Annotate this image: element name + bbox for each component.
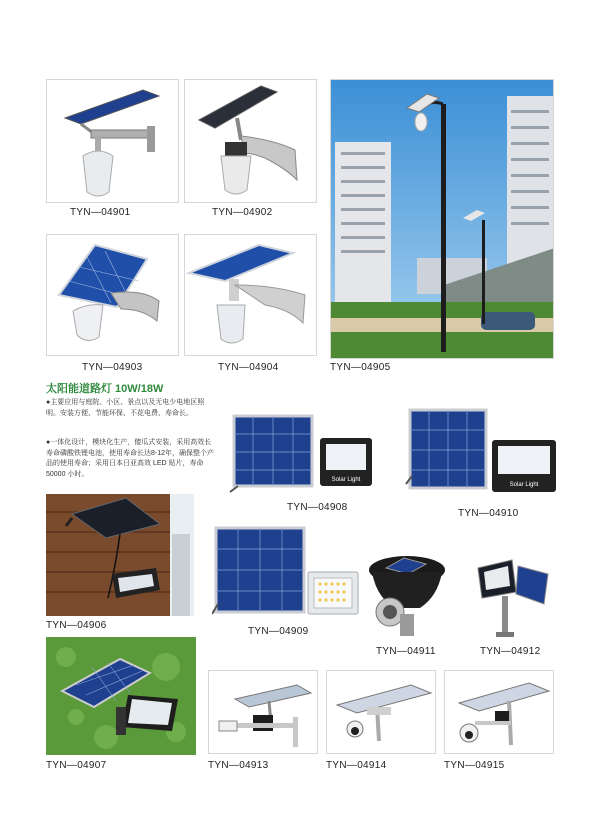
section-bullet-1: ●主要应用与庭院、小区、景点以及无电少电地区照明。安装方便、节能环保、不花电费、寿命长。 [46,399,205,417]
section-bullet-2: ●一体化设计，模块化生产，傻瓜式安装，采用高效长寿命磷酸铁锂电池，使用寿命长达8-12年，确保整个产品的使用寿命；采用日本日亚高效 LED 贴片，寿命 50000 小时。 [46,439,215,478]
product-image-04906 [46,494,194,616]
product-image-04908 [228,410,380,496]
model-label: TYN—04914 [326,760,387,771]
model-label: TYN—04908 [287,502,348,513]
section-title: 太阳能道路灯 10W/18W [46,383,164,395]
floodlight-brand-text: Solar Light [509,482,539,488]
model-label: TYN—04901 [70,207,131,218]
model-label: TYN—04913 [208,760,269,771]
model-label: TYN—04905 [330,362,391,373]
product-image-04913 [208,670,318,754]
model-label: TYN—04907 [46,760,107,771]
product-image-04915 [444,670,554,754]
product-image-04903 [46,234,179,356]
model-label: TYN—04909 [248,626,309,637]
product-image-04904 [184,234,317,356]
model-label: TYN—04906 [46,620,107,631]
model-label: TYN—04903 [82,362,143,373]
product-image-04914 [326,670,436,754]
model-label: TYN—04911 [376,646,436,657]
model-label: TYN—04904 [218,362,279,373]
product-image-04912 [472,556,552,640]
model-label: TYN—04902 [212,207,273,218]
product-image-04910 [404,406,564,498]
product-image-04907 [46,637,196,755]
model-label: TYN—04912 [480,646,541,657]
product-image-04901 [46,79,179,203]
product-image-04911 [364,552,450,640]
product-image-04905 [330,79,554,359]
floodlight-brand-text: Solar Light [331,477,361,483]
model-label: TYN—04910 [458,508,519,519]
product-image-04902 [184,79,317,203]
model-label: TYN—04915 [444,760,505,771]
product-image-04909 [212,524,362,620]
